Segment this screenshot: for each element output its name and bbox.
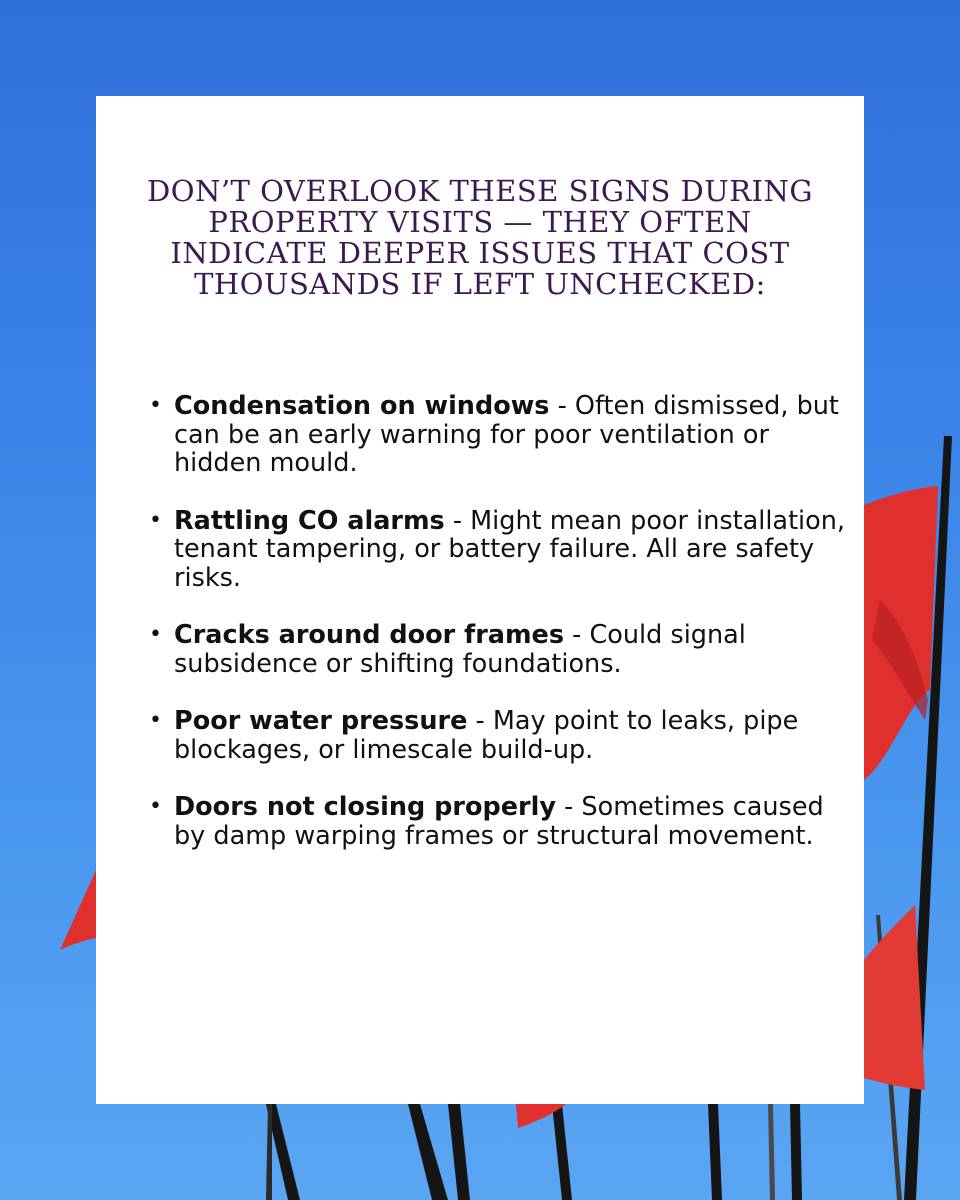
flag-pole bbox=[266, 1104, 272, 1200]
tip-separator: - bbox=[549, 391, 575, 421]
flag-pole bbox=[408, 1104, 448, 1200]
tip-title: Rattling CO alarms bbox=[174, 505, 445, 536]
tip-separator: - bbox=[467, 706, 493, 736]
tip-separator: - bbox=[556, 792, 582, 822]
warning-signs-list bbox=[146, 392, 846, 879]
tip-text: Sometimes caused by damp warping frames or structural movement. bbox=[174, 792, 824, 851]
tip-title: Doors not closing properly bbox=[174, 792, 556, 822]
list-item bbox=[146, 707, 846, 764]
flag-pole bbox=[448, 1104, 470, 1200]
flag-pole bbox=[768, 1104, 775, 1200]
red-flag bbox=[60, 870, 96, 950]
list-item bbox=[146, 507, 846, 593]
tip-text: Might mean poor installation, tenant tampering, or battery failure. All are safety risks. bbox=[174, 505, 846, 593]
bullet-icon: • bbox=[149, 708, 162, 733]
list-item bbox=[146, 793, 846, 850]
tip-text: May point to leaks, pipe blockages, or limescale build-up. bbox=[174, 706, 799, 765]
flag-pole bbox=[790, 1104, 802, 1200]
tip-text: Often dismissed, but can be an early warning for poor ventilation or hidden mould. bbox=[174, 391, 839, 478]
bullet-icon: • bbox=[149, 794, 162, 819]
headline: DON’T OVERLOOK THESE SIGNS DURING PROPERTY VISITS — THEY OFTEN INDICATE DEEPER ISSUES THAT COST THOUSANDS IF LEFT UNCHECKED: bbox=[146, 174, 814, 301]
red-flag bbox=[864, 905, 925, 1090]
bullet-icon: • bbox=[149, 393, 162, 418]
content-card bbox=[96, 96, 864, 1104]
bullet-icon: • bbox=[149, 622, 162, 647]
list-item bbox=[146, 392, 846, 478]
bullet-icon: • bbox=[149, 507, 162, 533]
flag-pole bbox=[552, 1104, 572, 1200]
tip-title: Poor water pressure bbox=[174, 706, 468, 736]
flag-pole bbox=[708, 1104, 722, 1200]
tip-separator: - bbox=[564, 620, 590, 650]
tip-separator: - bbox=[444, 505, 471, 536]
tip-title: Condensation on windows bbox=[174, 391, 550, 421]
tip-title: Cracks around door frames bbox=[174, 620, 565, 650]
list-item bbox=[146, 621, 846, 678]
tip-text: Could signal subsidence or shifting foundations. bbox=[174, 620, 746, 679]
